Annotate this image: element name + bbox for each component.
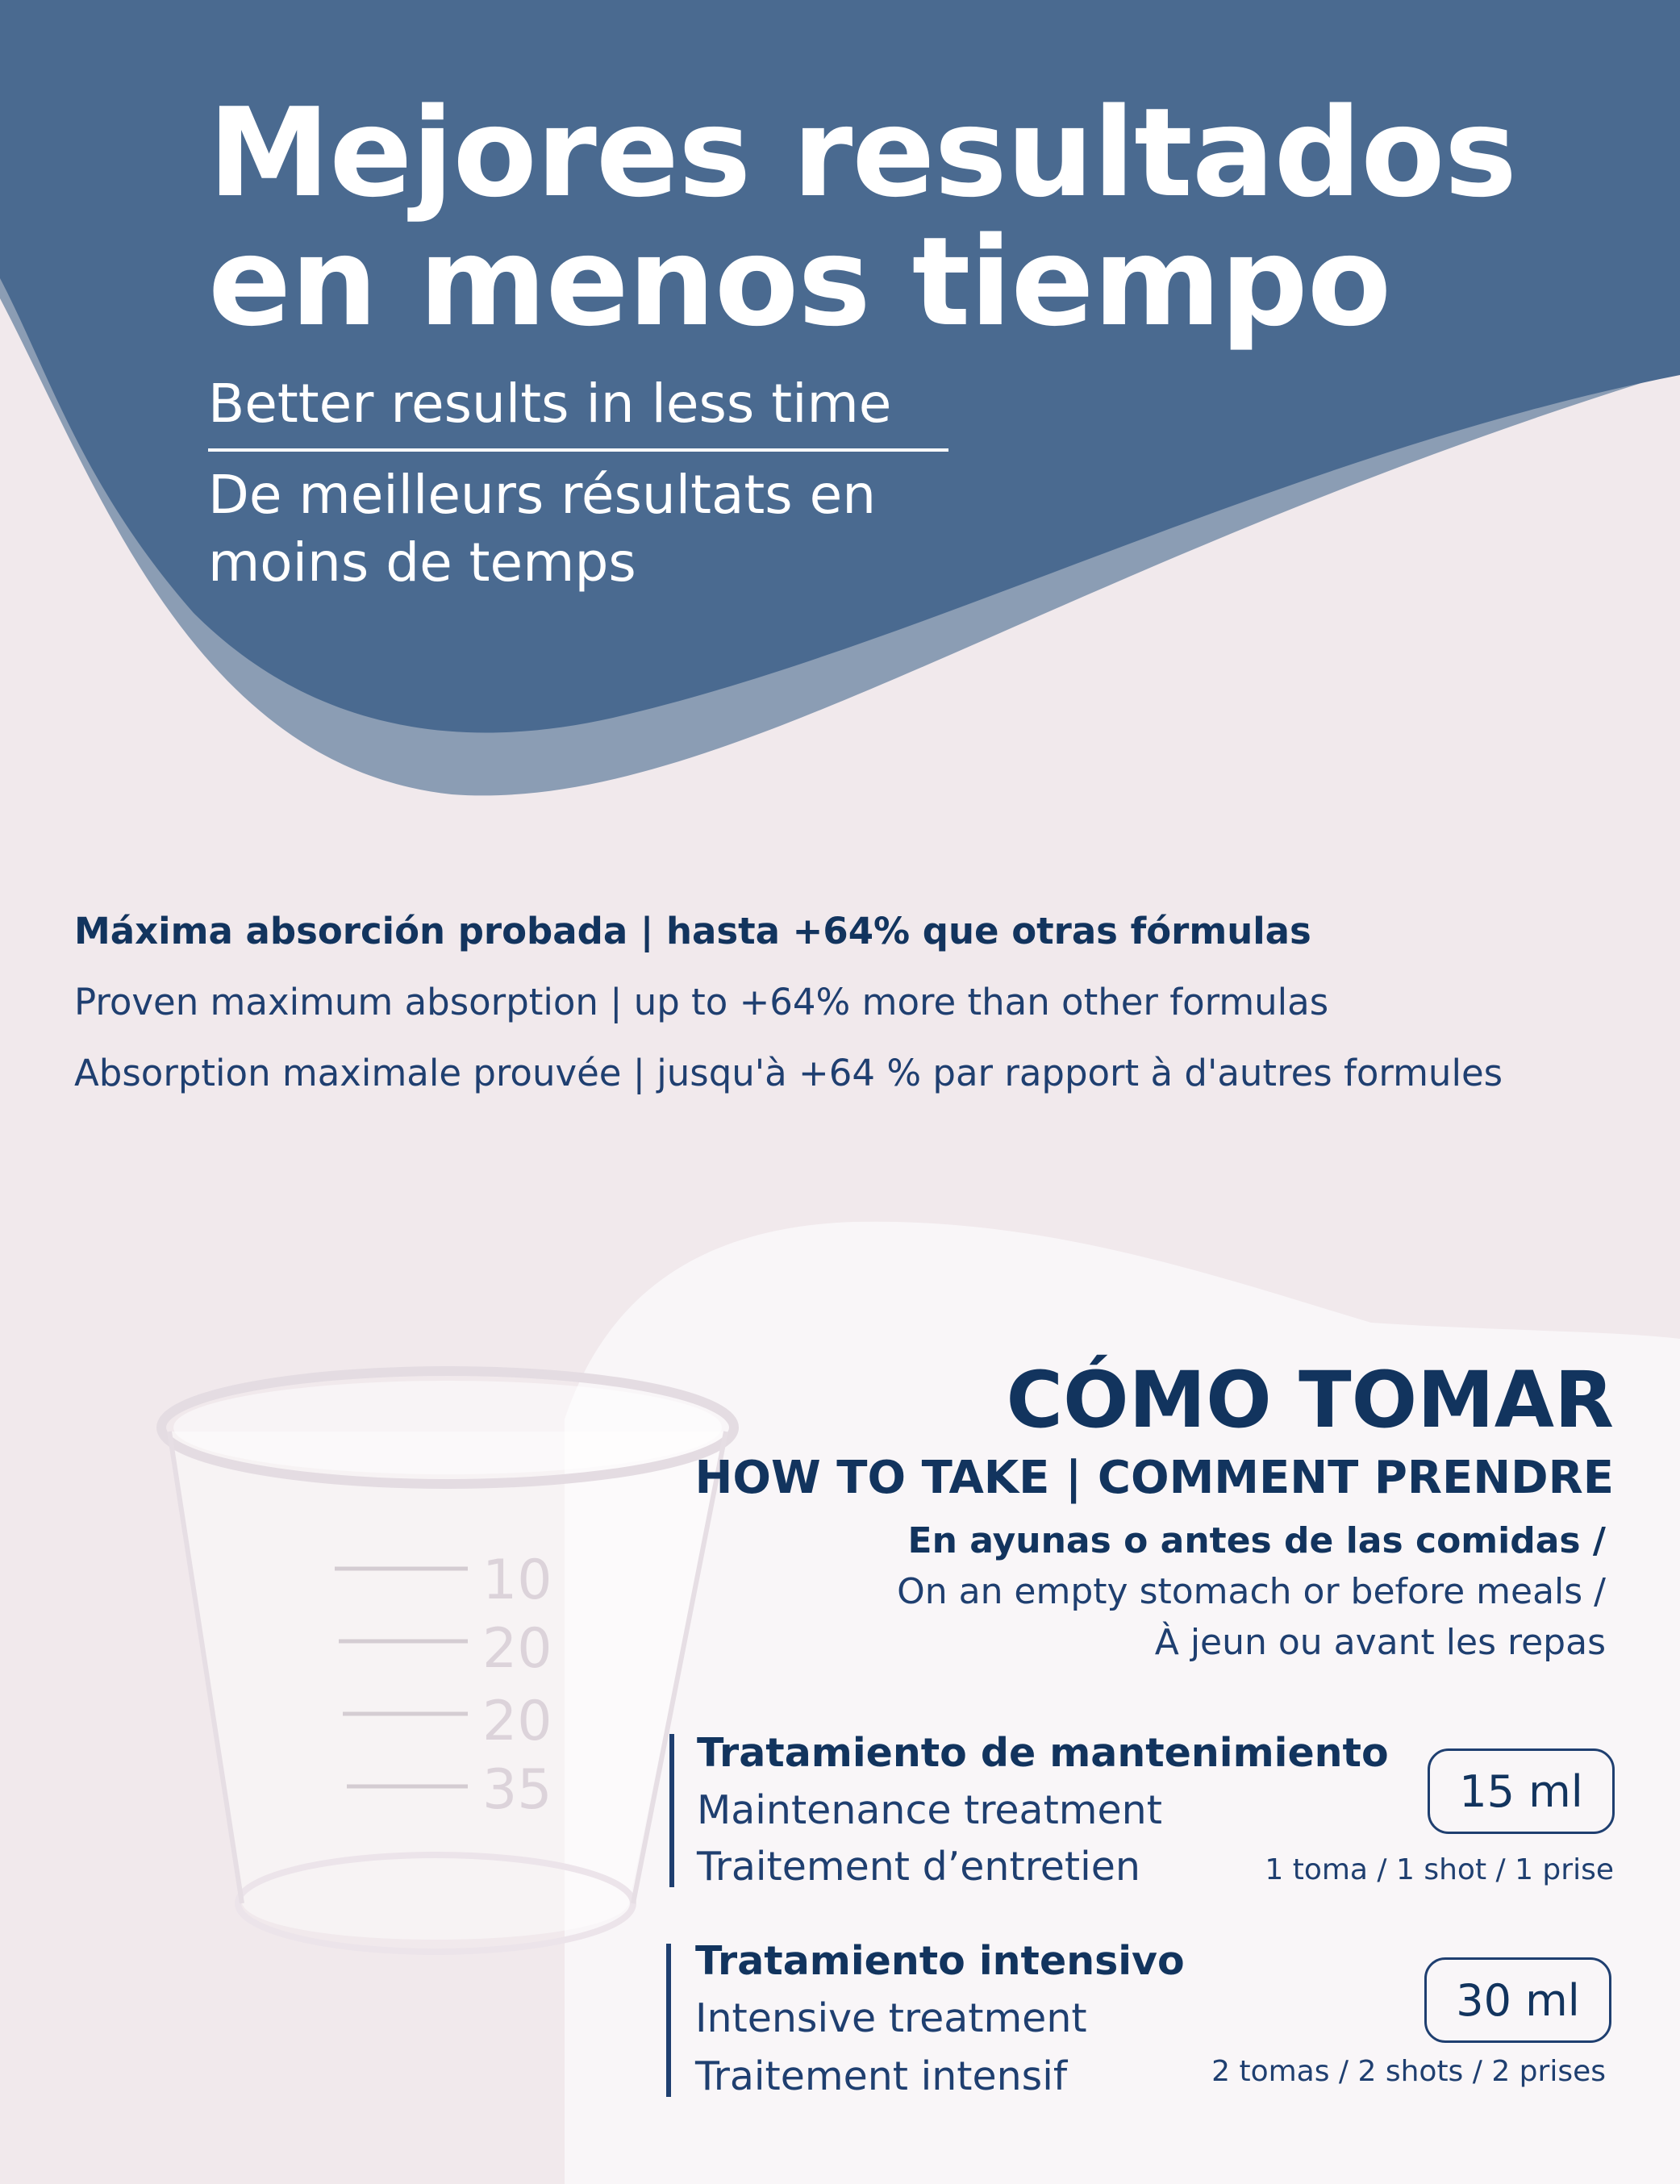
absorption-english: Proven maximum absorption | up to +64% more than other formulas (74, 981, 1329, 1023)
subtitle-divider (208, 448, 948, 452)
subtitle-french-line1: De meilleurs résultats en (208, 464, 877, 526)
page-title (208, 81, 1517, 353)
how-to-subtitle: HOW TO TAKE | COMMENT PRENDRE (694, 1452, 1614, 1504)
treatment-intensive-es: Tratamiento intensivo (695, 1938, 1185, 1984)
subtitle-english: Better results in less time (208, 373, 892, 435)
shots-maintenance: 1 toma / 1 shot / 1 prise (1265, 1853, 1614, 1886)
absorption-french: Absorption maximale prouvée | jusqu'à +64 % par rapport à d'autres formules (74, 1052, 1503, 1094)
instruction-french: À jeun ou avant les repas (1154, 1622, 1606, 1663)
cup-mark-35: 35 (482, 1758, 552, 1822)
treatment-maintenance-fr: Traitement d’entretien (697, 1844, 1140, 1890)
absorption-spanish: Máxima absorción probada | hasta +64% que otras fórmulas (74, 910, 1311, 952)
treatment-maintenance-es: Tratamiento de mantenimiento (697, 1730, 1389, 1776)
page-title-line1: Mejores resultados (208, 81, 1517, 224)
cup-mark-10: 10 (482, 1548, 552, 1612)
subtitle-french (208, 461, 1015, 597)
how-to-title: CÓMO TOMAR (1006, 1355, 1614, 1445)
cup-mark-20b: 20 (482, 1690, 552, 1753)
treatment-intensive-bar (666, 1944, 671, 2097)
treatment-intensive-en: Intensive treatment (695, 1995, 1087, 2041)
instruction-spanish: En ayunas o antes de las comidas / (907, 1520, 1606, 1561)
subtitle-french-line2: moins de temps (208, 531, 636, 594)
shots-intensive: 2 tomas / 2 shots / 2 prises (1211, 2055, 1606, 2088)
treatment-intensive-fr: Traitement intensif (695, 2053, 1068, 2099)
cup-mark-20: 20 (482, 1617, 552, 1681)
treatment-maintenance-en: Maintenance treatment (697, 1787, 1162, 1833)
treatment-maintenance-bar (669, 1734, 674, 1887)
dose-badge-30ml: 30 ml (1424, 1957, 1611, 2043)
dose-badge-15ml: 15 ml (1428, 1748, 1615, 1834)
instruction-english: On an empty stomach or before meals / (897, 1571, 1606, 1612)
page-title-line2: en menos tiempo (208, 210, 1391, 353)
